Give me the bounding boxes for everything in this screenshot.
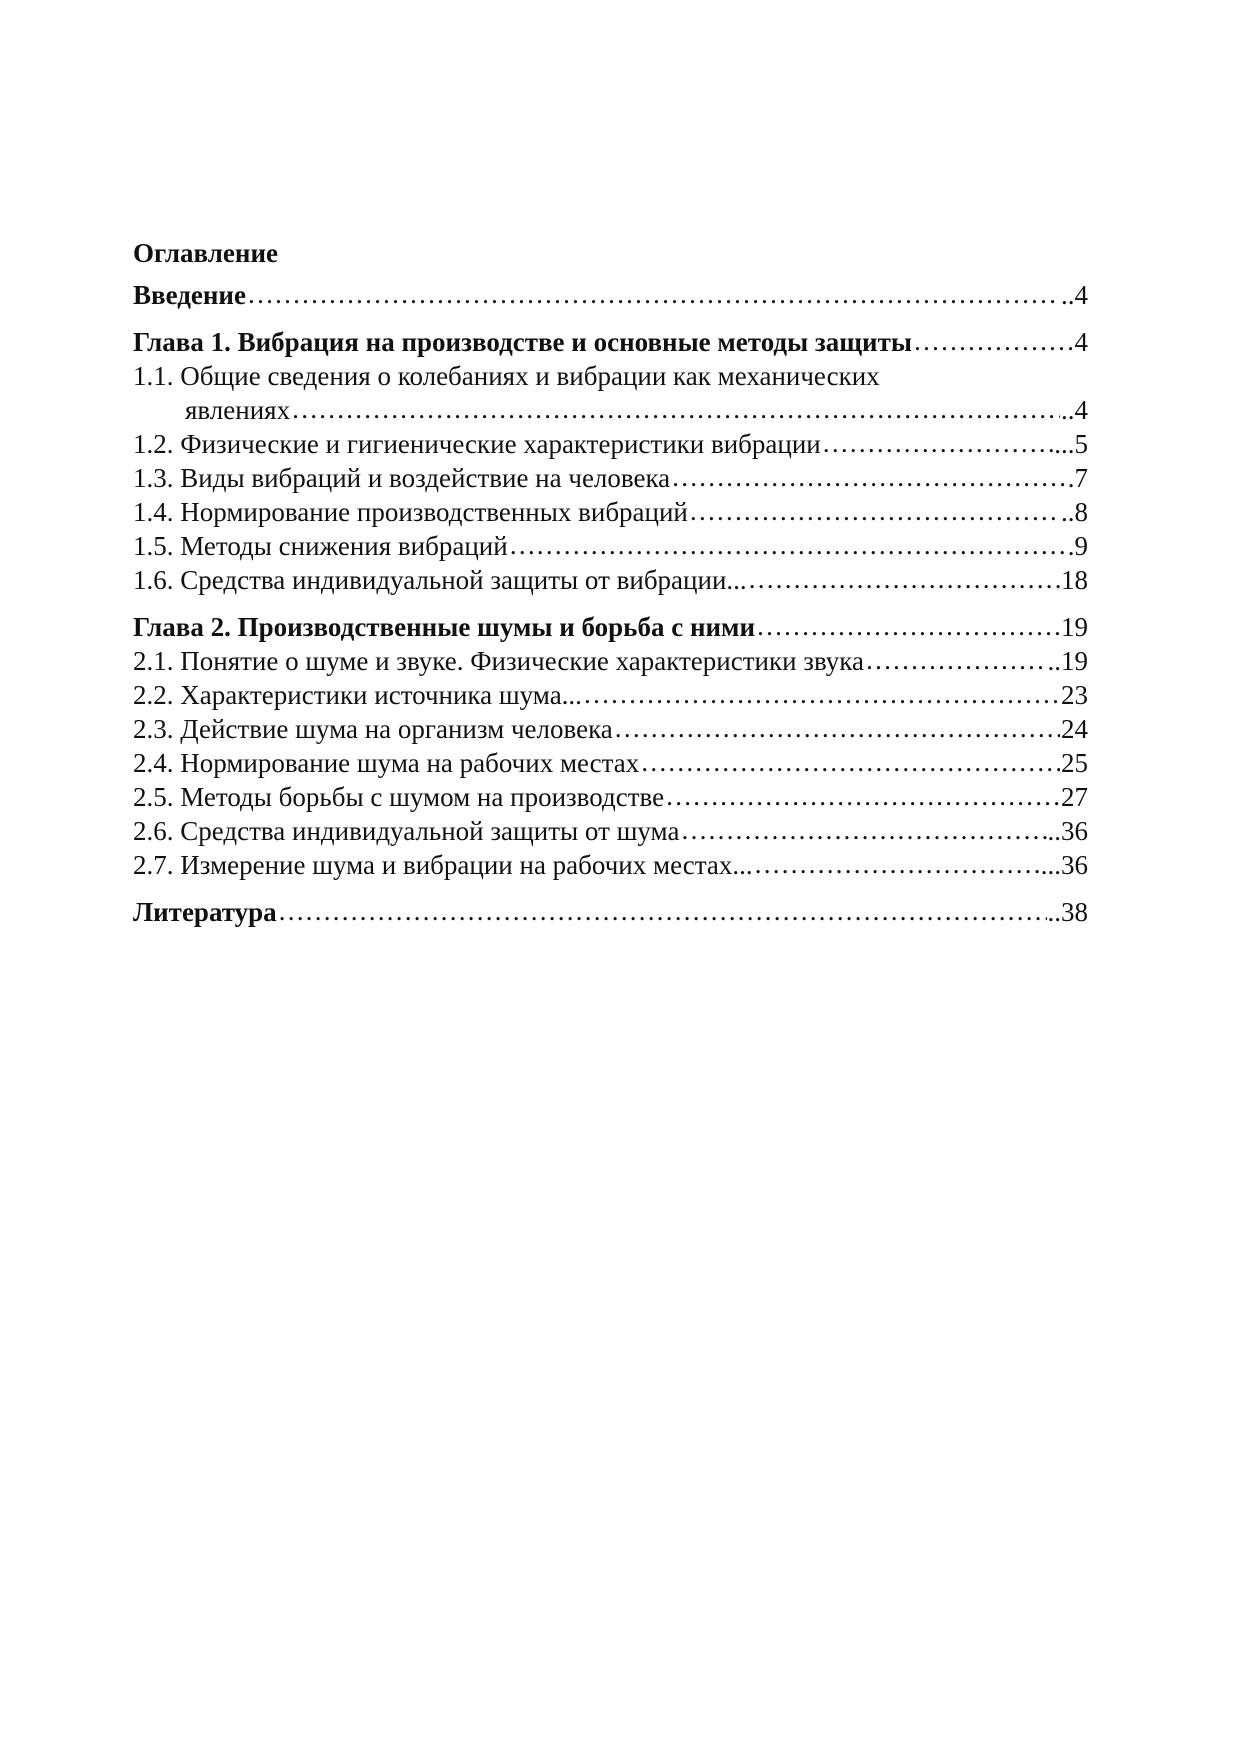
toc-entry-label: 1.6. Средства индивидуальной защиты от вибрации... xyxy=(133,565,747,595)
toc-page-number: ..38 xyxy=(1047,897,1088,927)
toc-entry-label: 2.5. Методы борьбы с шумом на производстве xyxy=(133,782,665,812)
toc-page-number: ...5 xyxy=(1054,429,1088,459)
toc-entry-2-5[interactable] xyxy=(133,780,1088,814)
toc-page-number: 27 xyxy=(1061,782,1088,812)
toc-page-number: .9 xyxy=(1067,531,1088,561)
toc-entry-label: Глава 1. Вибрация на производстве и основные методы защиты xyxy=(133,327,912,357)
dot-leader xyxy=(748,562,1060,596)
toc-entry-label: 2.4. Нормирование шума на рабочих местах xyxy=(133,748,640,778)
dot-leader xyxy=(509,528,1067,562)
toc-entry-1-1[interactable] xyxy=(133,359,1088,427)
toc-page-number: ..19 xyxy=(1047,646,1088,676)
toc-page-number: 19 xyxy=(1061,612,1088,642)
toc-entry-2-6[interactable] xyxy=(133,814,1088,848)
toc-entry-2-2[interactable] xyxy=(133,678,1088,712)
dot-leader xyxy=(754,847,1040,881)
toc-entry-label: 1.3. Виды вибраций и воздействие на человека xyxy=(133,463,671,493)
toc-entry-1-6[interactable] xyxy=(133,563,1088,597)
toc-entry-chapter-1[interactable] xyxy=(133,325,1088,359)
toc-entry-2-1[interactable] xyxy=(133,644,1088,678)
dot-leader xyxy=(680,813,1046,847)
toc-entry-2-7[interactable] xyxy=(133,848,1088,882)
toc-entry-1-5[interactable] xyxy=(133,529,1088,563)
toc-entry-label: 1.2. Физические и гигиенические характеристики вибрации xyxy=(133,429,821,459)
toc-page-number: 18 xyxy=(1061,565,1088,595)
toc-entry-label: Литература xyxy=(133,897,277,927)
dot-leader xyxy=(822,426,1054,460)
toc-entry-label: 1.4. Нормирование производственных вибраций xyxy=(133,497,688,527)
toc-entry-1-3[interactable] xyxy=(133,461,1088,495)
toc-entry-introduction[interactable] xyxy=(133,278,1088,312)
toc-page-number: ..8 xyxy=(1061,497,1088,527)
dot-leader xyxy=(278,894,1047,928)
toc-page-number: 25 xyxy=(1061,748,1088,778)
toc-page-number: ..36 xyxy=(1047,816,1088,846)
toc-page-number: ..4 xyxy=(1061,395,1088,425)
toc-entry-literature[interactable] xyxy=(133,895,1088,929)
toc-entry-1-4[interactable] xyxy=(133,495,1088,529)
dot-leader xyxy=(865,643,1047,677)
toc-entry-label: 1.5. Методы снижения вибраций xyxy=(133,531,508,561)
toc-entry-2-4[interactable] xyxy=(133,746,1088,780)
dot-leader xyxy=(689,494,1060,528)
dot-leader xyxy=(913,324,1074,358)
toc-entry-1-2[interactable] xyxy=(133,427,1088,461)
dot-leader xyxy=(640,745,1060,779)
dot-leader xyxy=(614,711,1060,745)
table-of-contents xyxy=(133,236,1088,929)
toc-entry-label: Глава 2. Производственные шумы и борьба с ними xyxy=(133,612,756,642)
toc-page-number: 4 xyxy=(1074,327,1088,357)
dot-leader xyxy=(291,392,1060,426)
toc-page-number: 23 xyxy=(1061,680,1088,710)
toc-page-number: ..4 xyxy=(1061,280,1088,310)
toc-entry-label: 2.2. Характеристики источника шума... xyxy=(133,680,582,710)
toc-entry-label: 2.3. Действие шума на организм человека xyxy=(133,714,613,744)
dot-leader xyxy=(247,277,1060,311)
toc-entry-2-3[interactable] xyxy=(133,712,1088,746)
toc-entry-label-line2: явлениях xyxy=(185,395,291,425)
toc-entry-label: Введение xyxy=(133,280,246,310)
toc-entry-label: 2.6. Средства индивидуальной защиты от шума xyxy=(133,816,680,846)
toc-page-number: ...36 xyxy=(1040,850,1088,880)
toc-entry-label: 2.1. Понятие о шуме и звуке. Физические характеристики звука xyxy=(133,646,864,676)
toc-entry-label-line1: 1.1. Общие сведения о колебаниях и вибрации как механических xyxy=(133,361,880,391)
dot-leader xyxy=(756,609,1060,643)
dot-leader xyxy=(671,460,1067,494)
dot-leader xyxy=(665,779,1060,813)
toc-entry-label: 2.7. Измерение шума и вибрации на рабочих местах... xyxy=(133,850,753,880)
toc-title: Оглавление xyxy=(133,238,278,268)
toc-page-number: 24 xyxy=(1061,714,1088,744)
toc-entry-chapter-2[interactable] xyxy=(133,610,1088,644)
toc-page-number: .7 xyxy=(1067,463,1088,493)
dot-leader xyxy=(583,677,1060,711)
